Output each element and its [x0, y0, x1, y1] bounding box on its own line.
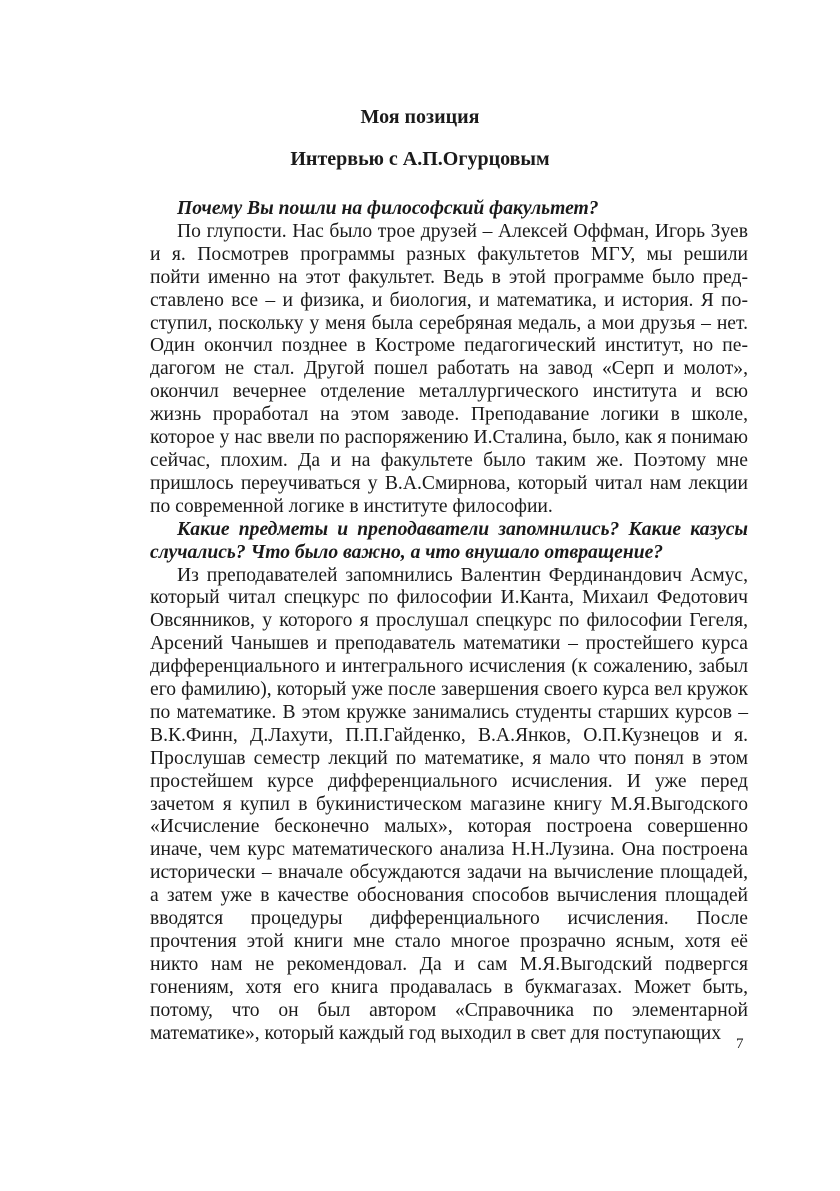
answer-2: Из преподавателей запомнились Валентин Фердинандович Асмус, который читал спецкурс по философии И.Канта, Михаил Федотович Овсянников, у которого я прослушал спецкурс по философии Гегеля, Арсений Чанышев и преподаватель математики – простейшего курса дифференциального и интегрального исчисления (к сожалению, забыл его фамилию), который уже после завершения своего курса вел кружок по математике. В этом кружке занимались студенты старших курсов – В.К.Финн, Д.Лахути, П.П.Гайденко, В.А.Янков, О.П.Кузнецов и я. Прослушав семестр лекций по математике, я мало что понял в этом простейшем курсе дифференциального исчисления. И уже перед зачетом я купил в букинистическом магазине книгу М.Я.Выгодского «Исчисление бесконечно малых», которая построена совершенно иначе, чем курс математического анализа Н.Н.Лузина. Она построена исторически – вначале обсуждаются задачи на вычисление площадей, а затем уже в качестве обоснования способов вычисления площадей вводятся процедуры дифференциального исчисления. После прочтения этой книги мне стало многое прозрачно ясным, хотя её никто нам не рекомендовал. Да и сам М.Я.Выгодский подвергся гонениям, хотя его книга продавалась в букмагазах. Может быть, потому, что он был автором «Справочника по элементарной математике», который каждый год выходил в свет для поступающих — [150, 564, 748, 1044]
page-subtitle: Интервью с А.П.Огурцовым — [290, 148, 550, 170]
question-1: Почему Вы пошли на философский факультет? — [177, 198, 599, 219]
page-number: 7 — [736, 1036, 744, 1052]
interview-body — [150, 198, 748, 1046]
answer-1: По глупости. Нас было трое друзей – Алексей Оффман, Игорь Зуев и я. Посмотрев программы разных факультетов МГУ, мы решили пойти именно на этот факультет. Ведь в этой программе было представлено все – и физика, и биология, и математика, и история. Я поступил, поскольку у меня была серебряная медаль, а мои друзья – нет. Один окончил позднее в Костроме педагогический институт, но педагогом не стал. Другой пошел работать на завод «Серп и молот», окончил вечернее отделение металлургического института и всю жизнь проработал на этом заводе. Преподавание логики в школе, которое у нас ввели по распоряжению И.Сталина, было, как я понимаю сейчас, плохим. Да и на факультете было таким же. Поэтому мне пришлось переучиваться у В.А.Смирнова, который читал нам лекции по современной логике в институте философии. — [150, 220, 748, 517]
page-title: Моя позиция — [360, 106, 480, 128]
question-2: Какие предметы и преподаватели запомнились? Какие казусы случались? Что было важно, а что внушало отвращение? — [150, 518, 748, 563]
